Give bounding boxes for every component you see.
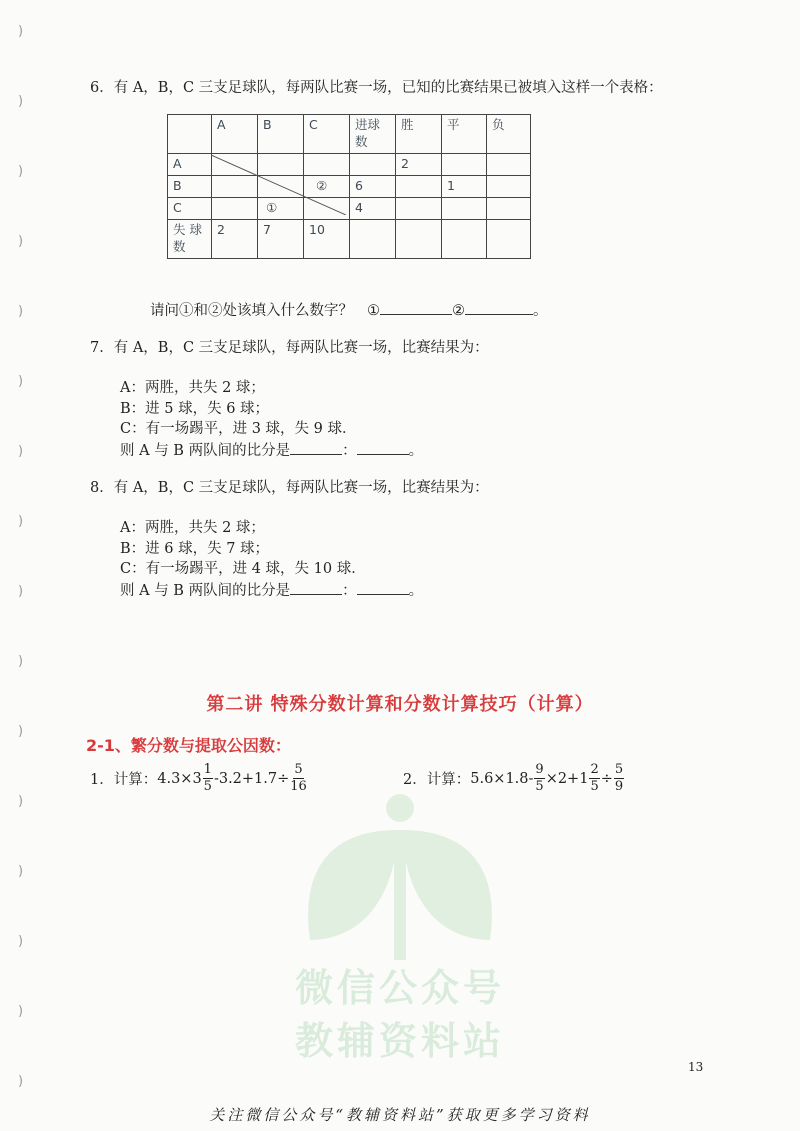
numerator: 5	[614, 762, 624, 777]
table-cell: ①	[258, 198, 304, 220]
table-cell	[350, 154, 396, 176]
table-cell	[487, 220, 531, 259]
page-number: 13	[688, 1060, 704, 1074]
table-cell: 2	[396, 154, 442, 176]
table-cell	[396, 198, 442, 220]
binding-mark: )	[18, 24, 24, 39]
table-cell: A	[168, 154, 212, 176]
fraction	[534, 762, 544, 795]
binding-mark: )	[18, 1074, 24, 1089]
table-cell: C	[304, 115, 350, 154]
calc-term: -3.2+1.7÷	[213, 770, 290, 787]
condition-line: C：有一场踢平，进 3 球，失 9 球．	[120, 421, 357, 437]
table-cell: 4	[350, 198, 396, 220]
watermark-text-2: 教辅资料站	[294, 1019, 505, 1063]
table-cell: B	[168, 176, 212, 198]
calc-term: 4.3×3	[157, 770, 202, 787]
question-8-text: 8．有 A，B，C 三支足球队，每两队比赛一场，比赛结果为：	[90, 480, 489, 496]
question-6-ask	[150, 300, 548, 321]
binding-mark: )	[18, 864, 24, 879]
binding-mark: )	[18, 724, 24, 739]
score-question-line	[120, 440, 423, 462]
table-cell: 2	[212, 220, 258, 259]
denominator: 16	[290, 779, 307, 794]
binding-mark: )	[18, 794, 24, 809]
table-cell	[168, 115, 212, 154]
table-cell	[350, 220, 396, 259]
table-row	[168, 115, 531, 154]
watermark-text-1: 微信公众号	[294, 966, 505, 1010]
binding-mark: )	[18, 304, 24, 319]
condition-line: C：有一场踢平，进 4 球，失 10 球．	[120, 561, 366, 577]
fraction	[614, 762, 624, 795]
score-blank-a[interactable]	[290, 580, 342, 595]
denominator: 9	[614, 779, 624, 794]
condition-line: A：两胜，共失 2 球；	[120, 380, 265, 396]
binding-mark: )	[18, 934, 24, 949]
binding-mark: )	[18, 514, 24, 529]
question-6-text: 6．有 A，B，C 三支足球队，每两队比赛一场，已知的比赛结果已被填入这样一个表格：	[90, 80, 663, 96]
fraction	[589, 762, 599, 795]
binding-mark: )	[18, 94, 24, 109]
footer-note: 关注微信公众号“教辅资料站”获取更多学习资料	[209, 1106, 591, 1124]
score-question-text: 则 A 与 B 两队间的比分是	[120, 582, 291, 599]
section-title: 2-1、繁分数与提取公因数：	[86, 736, 291, 755]
score-colon: ：	[342, 582, 357, 599]
denominator: 5	[535, 779, 544, 794]
calc-term: ÷	[600, 770, 613, 787]
table-cell	[487, 198, 531, 220]
table-cell	[396, 176, 442, 198]
table-cell: 10	[304, 220, 350, 259]
table-cell: 进球数	[350, 115, 396, 154]
table-diagonal-line	[211, 155, 346, 215]
ask-text: 请问①和②处该填入什么数字？	[150, 303, 353, 319]
numerator: 5	[294, 762, 303, 777]
table-cell	[442, 198, 487, 220]
binding-mark: )	[18, 374, 24, 389]
condition-line: B：进 5 球，失 6 球；	[120, 400, 270, 417]
ask-end: 。	[533, 303, 548, 319]
question-7-text: 7．有 A，B，C 三支足球队，每两队比赛一场，比赛结果为：	[90, 340, 489, 356]
table-cell: B	[258, 115, 304, 154]
binding-mark: )	[18, 1004, 24, 1019]
table-cell: ②	[304, 176, 350, 198]
calc-problem-2	[403, 762, 625, 795]
table-cell: 负	[487, 115, 531, 154]
binding-mark: )	[18, 584, 24, 599]
table-cell	[487, 176, 531, 198]
denominator: 5	[203, 779, 212, 794]
calc-term: 5.6×1.8-	[470, 770, 534, 787]
table-cell: 失球数	[168, 220, 212, 259]
ask-mark-2: ②	[452, 303, 465, 319]
binding-mark: )	[18, 444, 24, 459]
calc-label: 2．计算：	[403, 772, 471, 788]
binding-mark: )	[18, 234, 24, 249]
table-cell: 6	[350, 176, 396, 198]
table-cell: 1	[442, 176, 487, 198]
ask-mark-1: ①	[367, 303, 380, 319]
calc-label: 1．计算：	[90, 772, 158, 788]
fraction	[290, 762, 307, 795]
chapter-title: 第二讲 特殊分数计算和分数计算技巧（计算）	[206, 694, 594, 715]
table-cell: 7	[258, 220, 304, 259]
condition-line: A：两胜，共失 2 球；	[120, 520, 265, 536]
fraction	[203, 762, 213, 795]
table-cell	[396, 220, 442, 259]
numerator: 2	[590, 762, 599, 777]
table-row	[168, 220, 531, 259]
answer-blank-2[interactable]	[465, 300, 533, 315]
table-cell	[487, 154, 531, 176]
score-blank-b[interactable]	[357, 580, 409, 595]
table-cell: 胜	[396, 115, 442, 154]
score-question-text: 则 A 与 B 两队间的比分是	[120, 442, 291, 459]
score-end: 。	[408, 582, 424, 599]
calc-term: ×2+1	[545, 770, 589, 787]
numerator: 1	[203, 762, 212, 777]
score-blank-a[interactable]	[290, 440, 342, 455]
binding-mark: )	[18, 164, 24, 179]
score-end: 。	[408, 442, 424, 459]
answer-blank-1[interactable]	[380, 300, 452, 315]
numerator: 9	[535, 762, 544, 777]
denominator: 5	[590, 779, 599, 794]
table-cell	[442, 154, 487, 176]
table-cell	[442, 220, 487, 259]
table-cell: 平	[442, 115, 487, 154]
question-7-conditions	[120, 378, 423, 461]
table-cell: A	[212, 115, 258, 154]
table-cell: C	[168, 198, 212, 220]
question-8-conditions	[120, 518, 423, 601]
score-blank-b[interactable]	[357, 440, 409, 455]
score-question-line	[120, 580, 423, 602]
binding-mark: )	[18, 654, 24, 669]
score-colon: ：	[342, 442, 357, 459]
calc-problem-1	[90, 762, 308, 795]
condition-line: B：进 6 球，失 7 球；	[120, 540, 270, 557]
